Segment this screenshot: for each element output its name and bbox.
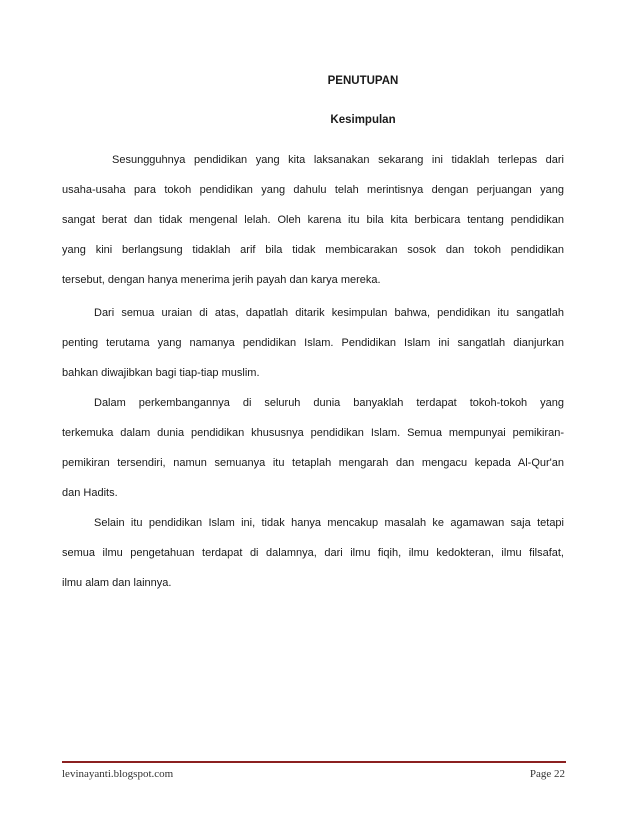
section-subtitle: Kesimpulan <box>330 114 396 126</box>
paragraph-1-line-3: sangat berat dan tidak mengenal lelah. Oleh karena itu bila kita berbicara tentang pendidikan <box>62 214 564 226</box>
paragraph-3-line-2: terkemuka dalam dunia pendidikan khususnya pendidikan Islam. Semua mempunyai pemikiran- <box>62 427 564 439</box>
paragraph-1-line-5: tersebut, dengan hanya menerima jerih payah dan karya mereka. <box>62 274 381 286</box>
paragraph-3-line-4: dan Hadits. <box>62 487 118 499</box>
footer-site-url: levinayanti.blogspot.com <box>62 768 174 780</box>
paragraph-2-line-3: bahkan diwajibkan bagi tiap-tiap muslim. <box>62 367 260 379</box>
paragraph-2-line-1: Dari semua uraian di atas, dapatlah ditarik kesimpulan bahwa, pendidikan itu sangatlah <box>94 307 564 319</box>
paragraph-3-line-3: pemikiran tersendiri, namun semuanya itu tetaplah mengarah dan mengacu kepada Al-Qur'an <box>62 457 564 469</box>
paragraph-1-line-1: Sesungguhnya pendidikan yang kita laksanakan sekarang ini tidaklah terlepas dari <box>112 154 564 166</box>
paragraph-1-line-2: usaha-usaha para tokoh pendidikan yang dahulu telah merintisnya dengan perjuangan yang <box>62 184 564 196</box>
paragraph-2-line-2: penting terutama yang namanya pendidikan Islam. Pendidikan Islam ini sangatlah dianjurkan <box>62 337 564 349</box>
page-title: PENUTUPAN <box>327 75 399 87</box>
paragraph-4-line-2: semua ilmu pengetahuan terdapat di dalamnya, dari ilmu fiqih, ilmu kedokteran, ilmu filsafat, <box>62 547 564 559</box>
footer-divider <box>62 761 566 763</box>
paragraph-4-line-1: Selain itu pendidikan Islam ini, tidak hanya mencakup masalah ke agamawan saja tetapi <box>94 517 564 529</box>
footer-page-number: Page 22 <box>529 768 565 780</box>
paragraph-3-line-1: Dalam perkembangannya di seluruh dunia banyaklah terdapat tokoh-tokoh yang <box>94 397 564 409</box>
paragraph-1-line-4: yang kini berlangsung tidaklah arif bila tidak membicarakan sosok dan tokoh pendidikan <box>62 244 564 256</box>
paragraph-4-line-3: ilmu alam dan lainnya. <box>62 577 172 589</box>
